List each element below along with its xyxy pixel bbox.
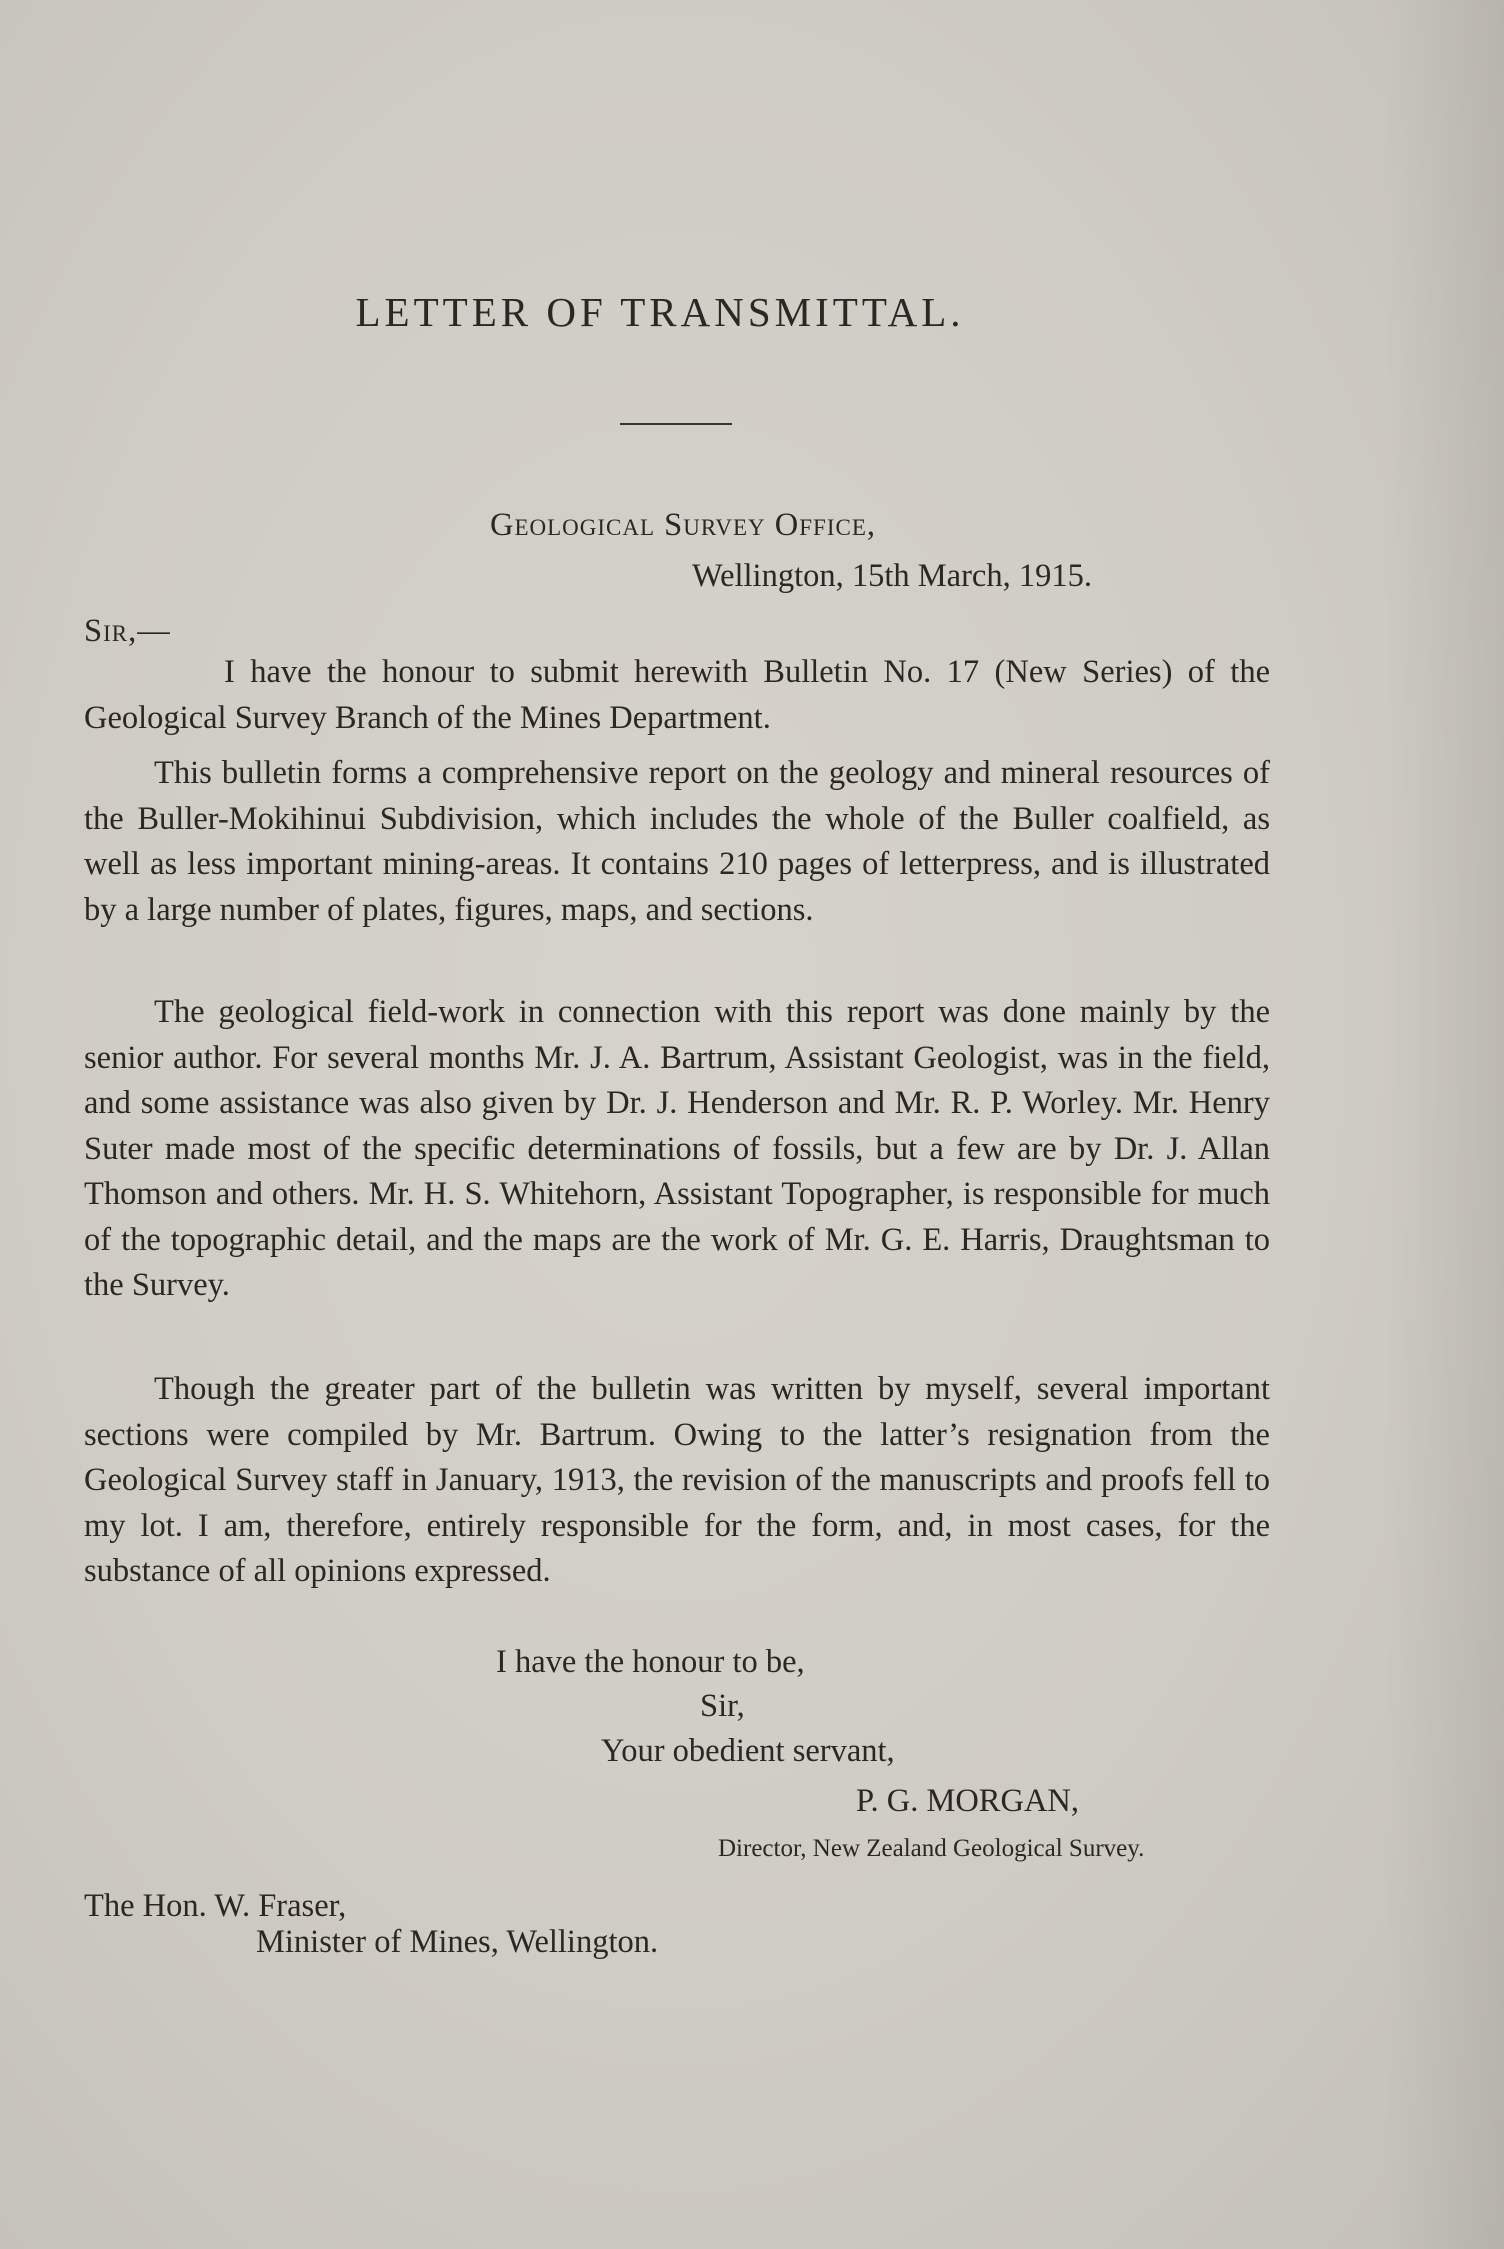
closing-line-1: I have the honour to be, <box>496 1644 805 1680</box>
addressee-office: Minister of Mines, Wellington. <box>256 1924 659 1960</box>
signatory-position: Director, New Zealand Geological Survey. <box>718 1835 1145 1862</box>
paragraph-4: Though the greater part of the bulletin was written by myself, several important sections were compiled by Mr. Bartrum. Owing to the latter’s resignation from the Geological Survey staff in January, 1913, the revision of the manuscripts and proofs fell to my lot. I am, therefore, entirely responsible for the form, and, in most cases, for the substance of all opinions expressed. <box>84 1371 1270 1589</box>
paragraph-3: The geological field-work in connection with this report was done mainly by the senior author. For several months Mr. J. A. Bartrum, Assistant Geologist, was in the field, and some assistance was also given by Dr. J. Henderson and Mr. R. P. Worley. Mr. Henry Suter made most of the specific determinations of fossils, but a few are by Dr. J. Allan Thomson and others. Mr. H. S. Whitehorn, Assistant Topographer, is responsible for much of the topographic detail, and the maps are the work of Mr. G. E. Harris, Draughtsman to the Survey. <box>84 994 1270 1303</box>
closing-line-3: Your obedient servant, <box>601 1733 895 1769</box>
page-title: LETTER OF TRANSMITTAL. <box>355 289 965 335</box>
salutation: Sir,— <box>84 613 171 649</box>
office-header: Geological Survey Office, <box>490 507 876 543</box>
signatory-name: P. G. MORGAN, <box>856 1783 1080 1819</box>
paragraph-1: I have the honour to submit herewith Bulletin No. 17 (New Series) of the Geological Survey Branch of the Mines Department. <box>84 654 1270 736</box>
title-rule <box>620 423 732 425</box>
closing-line-2: Sir, <box>700 1688 745 1724</box>
paragraph-2: This bulletin forms a comprehensive report on the geology and mineral resources of the Buller-Mokihinui Subdivision, which includes the whole of the Buller coalfield, as well as less important mining-areas. It contains 210 pages of letterpress, and is illustrated by a large number of plates, figures, maps, and sections. <box>84 755 1270 928</box>
place-date: Wellington, 15th March, 1915. <box>692 558 1092 594</box>
addressee-name: The Hon. W. Fraser, <box>84 1888 347 1924</box>
